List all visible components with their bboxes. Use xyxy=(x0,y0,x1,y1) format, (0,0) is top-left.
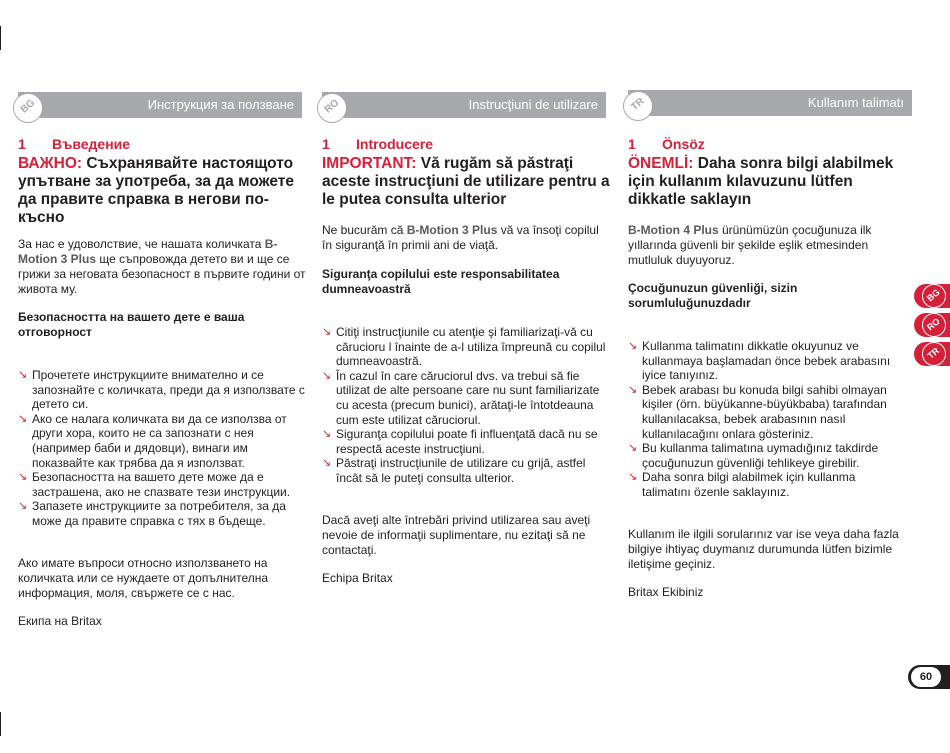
list-item: ↘ Daha sonra bilgi alabilmek için kullanma talimatını özenle saklayınız. xyxy=(628,470,898,499)
header-bar-bg xyxy=(18,92,302,118)
intro-ro: Ne bucurăm că B-Motion 3 Plus vă va însoţi copilul în siguranţă în primii ani de viaţă. xyxy=(322,223,599,252)
subheading-tr: Çocuğunuzun güvenliği, sizin sorumluluğunuzdadır xyxy=(628,281,798,310)
list-item: ↘ Bu kullanma talimatına uymadığınız takdirde çocuğunuzun güvenliği tehlikeye girebilir. xyxy=(628,441,898,470)
header-bar-tr xyxy=(628,90,912,116)
intro-tr: B-Motion 4 Plus ürünümüzün çocuğunuza ilk yıllarında güvenli bir şekilde eşlik etmesinden mutluluk duyuyoruz. xyxy=(628,223,872,267)
section-title-tr: 1 Önsöz xyxy=(628,136,705,152)
subheading-ro: Siguranţa copilului este responsabilitatea dumneavoastră xyxy=(322,267,560,296)
list-item: ↘ Безопасността на вашето дете може да е застрашена, ако не спазвате тези инструкции. xyxy=(18,470,308,499)
list-item: ↘ Прочетете инструкциите внимателно и се запознайте с количката, преди да я използвате с детето си. xyxy=(18,368,308,412)
list-item: ↘ Păstraţi instrucţiunile de utilizare cu grijă, astfel încât să le puteţi consulta ulterior. xyxy=(322,456,612,485)
list-item: ↘ Kullanma talimatını dikkatle okuyunuz ve kullanmaya başlamadan önce bebek arabasını iyice tanıyınız. xyxy=(628,339,898,383)
heading-bg: ВАЖНО: Съхранявайте настоящото упътване за употреба, за да можете да правите справка в негови по-късно xyxy=(18,155,295,226)
closing-ro: Dacă aveţi alte întrebări privind utilizarea sau aveţi nevoie de informaţii suplimentare, nu ezitaţi să ne contactaţi. xyxy=(322,513,591,557)
list-item: ↘ Siguranţa copilului poate fi influenţată dacă nu se respectă aceste instrucţiuni. xyxy=(322,427,612,456)
list-item: ↘ În cazul în care căruciorul dvs. va trebui să fie utilizat de alte persoane care nu sunt familiarizate cu acesta (precum bunici), arătaţi-le întotdeauna cum este utilizat căruciorul. xyxy=(322,369,612,427)
signature-tr: Britax Ekibiniz xyxy=(628,585,704,599)
header-title-bg: Инструкция за ползване xyxy=(147,97,294,112)
list-item: ↘ Citiţi instrucţiunile cu atenţie şi familiarizaţi-vă cu cărucioru l înainte de a-l utiliza împreună cu copilul dumneavoastră. xyxy=(322,325,612,369)
header-title-tr: Kullanım talimatı xyxy=(807,95,904,110)
page-number: 60 xyxy=(908,665,950,689)
crop-mark-top-left xyxy=(0,26,1,50)
bullet-list-ro xyxy=(322,325,612,486)
lang-badge-bg: BG xyxy=(13,93,43,123)
section-title-ro: 1 Introducere xyxy=(322,136,434,152)
lang-badge-tr: TR xyxy=(623,91,653,121)
closing-bg: Ако имате въпроси относно използването на количката или се нуждаете от допълнителна информация, моля, свържете се с нас. xyxy=(18,556,269,600)
bullet-list-bg xyxy=(18,368,308,529)
tab-ro[interactable]: RO xyxy=(914,313,950,337)
subheading-bg: Безопасността на вашето дете е ваша отговорност xyxy=(18,310,245,339)
list-item: ↘ Bebek arabası bu konuda bilgi sahibi olmayan kişiler (örn. büyükanne-büyükbaba) tarafından kullanılacaksa, bebek arabasının nasıl kullanılacağını onlara gösteriniz. xyxy=(628,383,898,441)
signature-ro: Echipa Britax xyxy=(322,571,393,585)
list-item: ↘ Ако се налага количката ви да се използва от други хора, които не са запознати с нея (например баби и дядовци), винаги им показвайте как трябва да я използват. xyxy=(18,412,308,470)
bullet-list-tr xyxy=(628,339,898,500)
lang-badge-ro: RO xyxy=(317,93,347,123)
crop-mark-bottom-left xyxy=(0,712,1,736)
heading-ro: IMPORTANT: Vă rugăm să păstraţi aceste instrucţiuni de utilizare pentru a le putea consulta ulterior xyxy=(322,155,610,208)
header-bar-ro xyxy=(322,92,606,118)
intro-bg: За нас е удоволствие, че нашата количката B-Motion 3 Plus ще съпровожда детето ви и ще се грижи за неговата безопасност в първите години от живота му. xyxy=(18,237,306,296)
tab-tr[interactable]: TR xyxy=(914,342,950,366)
closing-tr: Kullanım ile ilgili sorularınız var ise veya daha fazla bilgiye ihtiyaç duymanız durumunda lütfen bizimle iletişime geçiniz. xyxy=(628,527,899,571)
signature-bg: Екипа на Britax xyxy=(18,614,102,628)
section-title-bg: 1 Въведение xyxy=(18,136,131,152)
list-item: ↘ Запазете инструкциите за потребителя, за да може да правите справка с тях в бъдеще. xyxy=(18,499,308,528)
tab-bg[interactable]: BG xyxy=(914,284,950,308)
header-title-ro: Instrucţiuni de utilizare xyxy=(468,97,598,112)
heading-tr: ÖNEMLİ: Daha sonra bilgi alabilmek için kullanım kılavuzunu lütfen dikkatle saklayın xyxy=(628,155,894,208)
